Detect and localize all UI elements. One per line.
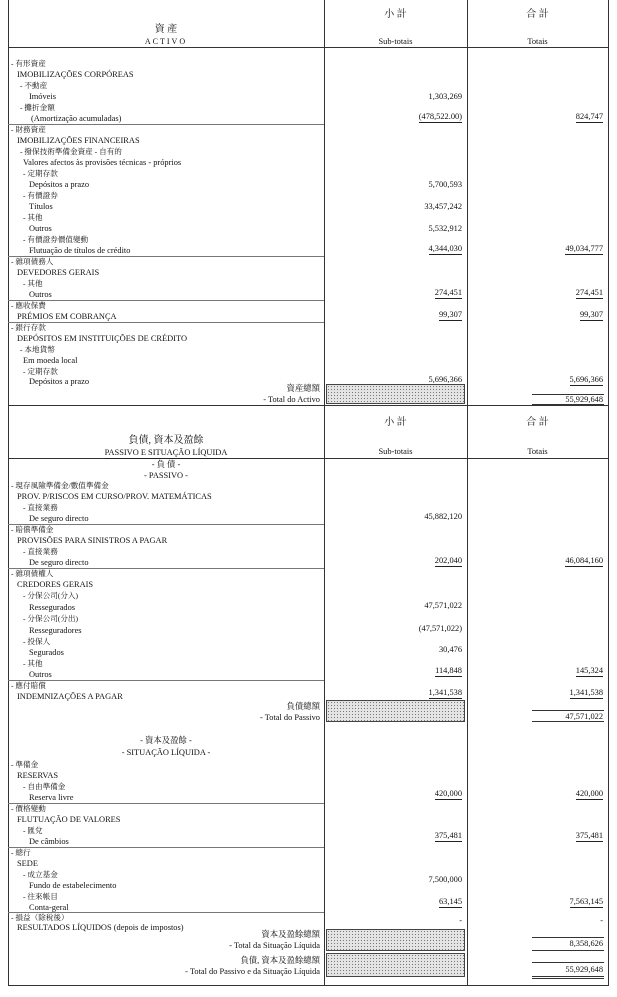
account-label: - 準備金	[11, 760, 39, 769]
grand-total-label-zh: 負債, 資本及盈餘總額	[240, 956, 320, 965]
account-label: - 銀行存款	[11, 323, 46, 332]
subtotal-heading-zh: 小 計	[384, 417, 407, 428]
rule	[532, 962, 604, 963]
rule	[532, 937, 604, 938]
liabilities-title-zh: 負債, 資本及盈餘	[128, 435, 204, 446]
rule	[608, 0, 609, 986]
section-heading-pt: - PASSIVO -	[144, 471, 188, 480]
value-cell: 5,700,593	[428, 180, 462, 189]
account-label: Resseguradores	[29, 626, 82, 635]
total-passivo-value: 47,571,022	[565, 712, 603, 721]
grand-total-label-pt: - Total do Passivo e da Situação Líquida	[185, 967, 320, 976]
grand-total-value: 55,929,648	[565, 965, 603, 974]
account-label: FLUTUAÇÃO DE VALORES	[17, 815, 121, 824]
total-heading-pt: Totais	[527, 447, 548, 456]
value-cell: 114,848	[435, 666, 462, 675]
account-label: - 直接業務	[23, 547, 58, 556]
account-label: - 損益（除稅後）	[11, 913, 69, 922]
account-label: - 雜項債權人	[11, 569, 54, 578]
account-label: - 不動産	[20, 81, 48, 90]
value-cell: 1,303,269	[428, 92, 462, 101]
account-label: Flutuação de títulos de crédito	[29, 246, 131, 255]
total-situacao-label-pt: - Total da Situação Líquida	[229, 941, 320, 950]
account-label: Fundo de estabelecimento	[29, 881, 117, 890]
account-label: De seguro directo	[29, 558, 89, 567]
account-label: PRÉMIOS EM COBRANÇA	[17, 312, 117, 321]
account-label: - 分保公司(分入)	[23, 591, 79, 600]
account-label: - 定期存款	[23, 169, 58, 178]
value-cell: 274,451	[434, 288, 462, 297]
rule	[8, 0, 9, 986]
account-label: PROVISÕES PARA SINISTROS A PAGAR	[17, 536, 168, 545]
rule	[532, 978, 604, 979]
total-situacao-value: 8,358,626	[569, 939, 603, 948]
account-label: Outros	[29, 290, 52, 299]
total-passivo-label-zh: 負債總額	[286, 702, 320, 711]
value-cell: 63,145	[438, 897, 462, 906]
section-heading-zh: - 負 債 -	[151, 460, 181, 469]
account-label: - 價格變動	[11, 804, 46, 813]
section-heading-zh: - 資本及盈餘 -	[140, 736, 192, 745]
account-label: Conta-geral	[29, 903, 69, 912]
account-label: INDEMNIZAÇÕES A PAGAR	[17, 692, 123, 701]
account-label: SEDE	[17, 859, 38, 868]
total-cell: 420,000	[575, 789, 603, 798]
total-situacao-label-zh: 資本及盈餘總額	[261, 930, 320, 939]
value-cell: 5,696,366	[428, 375, 462, 384]
shaded-cell	[326, 700, 465, 722]
account-label: - 直接業務	[23, 503, 58, 512]
rule	[532, 976, 604, 977]
rule	[8, 912, 324, 913]
shaded-cell	[326, 384, 465, 404]
total-cell: 5,696,366	[569, 375, 603, 384]
total-heading-zh: 合 計	[526, 417, 549, 428]
value-cell: 420,000	[434, 789, 462, 798]
section-heading-pt: - SITUAÇÃO LÍQUIDA -	[121, 748, 211, 757]
total-activo-value: 55,929,648	[565, 395, 603, 404]
total-activo-label-zh: 資産總額	[286, 384, 320, 393]
rule	[8, 458, 609, 459]
value-cell: 202,040	[434, 556, 462, 565]
total-cell: 46,084,160	[565, 556, 603, 565]
account-label: - 投保人	[23, 637, 51, 646]
total-cell: -	[600, 916, 603, 925]
value-cell: 33,457,242	[424, 202, 462, 211]
rule	[532, 710, 604, 711]
rule	[8, 300, 324, 301]
value-cell: 47,571,022	[424, 601, 462, 610]
total-cell: 7,563,145	[569, 897, 603, 906]
account-label: Outros	[29, 670, 52, 679]
shaded-cell	[326, 929, 465, 951]
rule	[8, 680, 324, 681]
total-activo-label-pt: - Total do Activo	[263, 395, 320, 404]
shaded-cell	[326, 953, 465, 977]
value-cell: 375,481	[434, 831, 462, 840]
value-cell: 7,500,000	[428, 875, 462, 884]
account-label: Valores afectos às provisões técnicas - próprios	[23, 158, 182, 167]
account-label: - 成立基金	[23, 870, 58, 879]
rule	[8, 568, 324, 569]
account-label: RESULTADOS LÍQUIDOS (depois de impostos)	[17, 923, 184, 932]
account-label: - 往來帳目	[23, 892, 58, 901]
total-cell: 145,324	[575, 666, 603, 675]
account-label: De câmbios	[29, 837, 69, 846]
account-label: Depósitos a prazo	[29, 377, 90, 386]
account-label: - 其他	[23, 279, 43, 288]
account-label: - 有價證券價值變動	[23, 235, 89, 244]
account-label: - 賠償準備金	[11, 525, 54, 534]
rule	[532, 394, 604, 395]
account-label: - 總行	[11, 848, 31, 857]
total-cell: 1,341,538	[569, 688, 603, 697]
account-label: Segurados	[29, 648, 64, 657]
value-cell: (47,571,022)	[418, 624, 462, 633]
value-cell: (478,522.00)	[418, 112, 462, 121]
rule	[8, 322, 324, 323]
account-label: DEPÓSITOS EM INSTITUIÇÕES DE CRÉDITO	[17, 334, 187, 343]
rule	[8, 124, 324, 125]
total-heading-zh: 合 計	[526, 9, 549, 20]
account-label: DEVEDORES GERAIS	[17, 268, 100, 277]
account-label: CREDORES GERAIS	[17, 580, 94, 589]
account-label: Ressegurados	[29, 603, 76, 612]
account-label: - 其他	[23, 213, 43, 222]
account-label: IMOBILIZAÇÕES CORPÓREAS	[17, 70, 134, 79]
account-label: - 應收保費	[11, 301, 46, 310]
value-cell: 99,307	[438, 310, 462, 319]
account-label: IMOBILIZAÇÕES FINANCEIRAS	[17, 136, 140, 145]
account-label: Depósitos a prazo	[29, 180, 90, 189]
account-label: - 財務資産	[11, 125, 46, 134]
value-cell: 45,882,120	[424, 512, 462, 521]
total-cell: 49,034,777	[565, 244, 603, 253]
rule	[532, 950, 604, 951]
account-label: - 匯兌	[23, 826, 43, 835]
account-label: - 分保公司(分出)	[23, 614, 79, 623]
rule	[8, 47, 609, 48]
liabilities-title-pt: PASSIVO E SITUAÇÃO LÍQUIDA	[104, 448, 228, 457]
assets-title-pt: ACTIVO	[144, 37, 188, 46]
account-label: - 自由準備金	[23, 782, 66, 791]
value-cell: 1,341,538	[428, 688, 462, 697]
account-label: Reserva livre	[29, 793, 74, 802]
account-label: - 雜項債務人	[11, 257, 54, 266]
rule	[8, 985, 609, 986]
rule	[8, 405, 609, 406]
subtotal-heading-pt: Sub-totais	[378, 37, 413, 46]
subtotal-heading-pt: Sub-totais	[378, 447, 413, 456]
account-label: - 有形資産	[11, 59, 46, 68]
total-cell: 375,481	[575, 831, 603, 840]
account-label: RESERVAS	[17, 771, 59, 780]
total-heading-pt: Totais	[527, 37, 548, 46]
account-label: - 有價證券	[23, 191, 58, 200]
total-cell: 99,307	[579, 310, 603, 319]
account-label: - 攤折金額	[20, 103, 55, 112]
total-cell: 824,747	[575, 112, 603, 121]
value-cell: 4,344,030	[428, 244, 462, 253]
assets-title-zh: 資 產	[154, 24, 178, 35]
rule	[8, 847, 324, 848]
rule	[8, 524, 324, 525]
account-label: - 應付賠償	[11, 681, 46, 690]
account-label: - 其他	[23, 659, 43, 668]
account-label: - 定期存款	[23, 367, 58, 376]
rule	[532, 721, 604, 722]
account-label: - 現存風險準備金/數值準備金	[11, 481, 109, 490]
value-cell: 30,476	[438, 645, 462, 654]
account-label: Outros	[29, 224, 52, 233]
rule	[8, 256, 324, 257]
account-label: Títulos	[29, 202, 53, 211]
account-label: PROV. P/RISCOS EM CURSO/PROV. MATEMÁTICAS	[17, 492, 212, 501]
value-cell: -	[459, 916, 462, 925]
total-cell: 274,451	[575, 288, 603, 297]
rule	[532, 404, 604, 405]
account-label: Imóveis	[29, 92, 56, 101]
total-passivo-label-pt: - Total do Passivo	[260, 713, 320, 722]
rule	[467, 0, 468, 986]
subtotal-heading-zh: 小 計	[384, 9, 407, 20]
account-label: Em moeda local	[23, 356, 78, 365]
account-label: - 撥保技術準備金資産 - 自有的	[20, 147, 122, 156]
value-cell: 5,532,912	[428, 224, 462, 233]
account-label: De seguro directo	[29, 514, 89, 523]
account-label: - 本地貨幣	[20, 345, 55, 354]
account-label: (Amortização acumuladas)	[31, 114, 122, 123]
rule	[324, 0, 325, 986]
rule	[8, 803, 324, 804]
